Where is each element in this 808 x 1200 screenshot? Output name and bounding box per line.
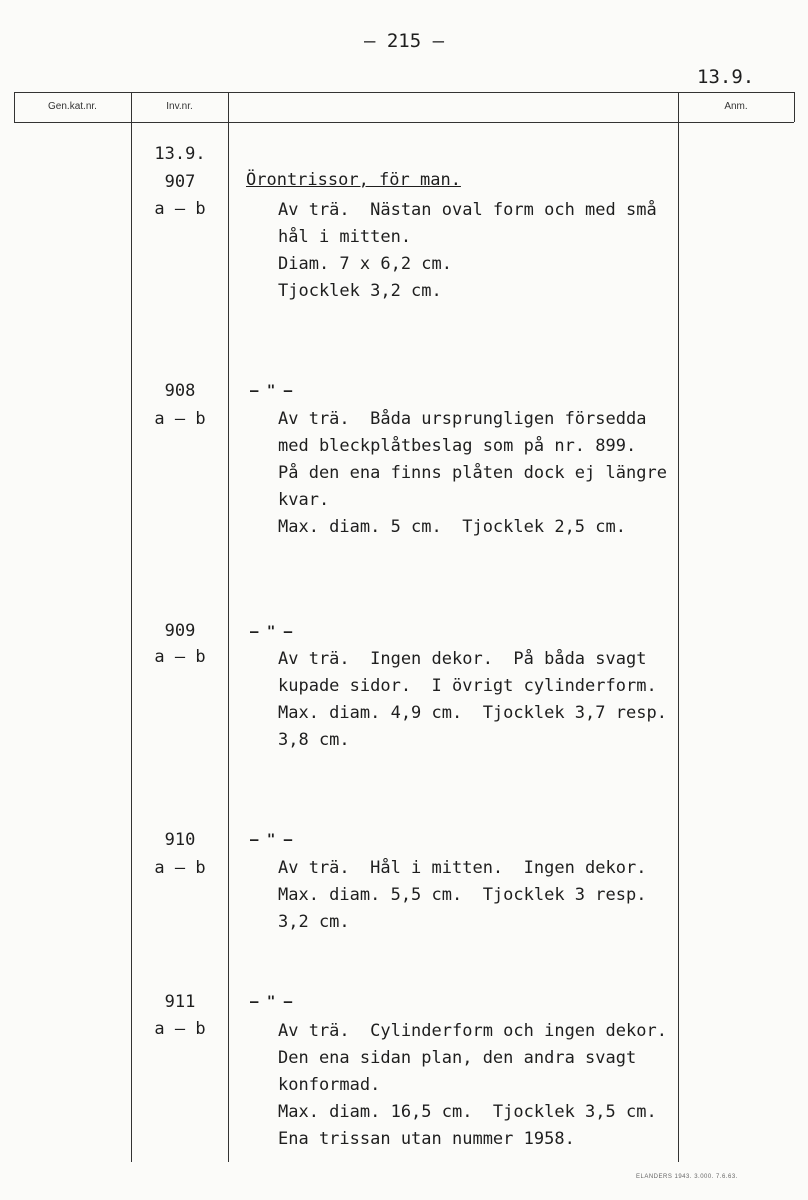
column-header-genkat: Gen.kat.nr.	[48, 101, 97, 112]
ditto-mark: – " –	[250, 832, 293, 848]
description-line: Av trä. Båda ursprungligen försedda	[278, 409, 647, 429]
description-line: Av trä. Nästan oval form och med små	[278, 200, 657, 220]
description-line: kvar.	[278, 490, 330, 510]
inv-number-910: 910	[164, 830, 196, 850]
description-line: Av trä. Hål i mitten. Ingen dekor.	[278, 858, 647, 878]
page-number: — 215 —	[363, 30, 445, 52]
description-line: 3,2 cm.	[278, 912, 350, 932]
column-header-anm: Anm.	[724, 101, 748, 112]
description-line: Av trä. Cylinderform och ingen dekor.	[278, 1021, 667, 1041]
description-line: Av trä. Ingen dekor. På båda svagt	[278, 649, 647, 669]
description-line: med bleckplåtbeslag som på nr. 899.	[278, 436, 637, 456]
inv-part-907: a – b	[154, 199, 206, 219]
inv-section-label: 13.9.	[154, 144, 206, 164]
section-number: 13.9.	[697, 66, 755, 88]
description-line: konformad.	[278, 1075, 381, 1095]
inv-part-911: a – b	[154, 1019, 206, 1039]
description-line: Max. diam. 5,5 cm. Tjocklek 3 resp.	[278, 885, 647, 905]
description-line: Den ena sidan plan, den andra svagt	[278, 1048, 637, 1068]
description-line: Max. diam. 4,9 cm. Tjocklek 3,7 resp.	[278, 703, 667, 723]
description-line: Ena trissan utan nummer 1958.	[278, 1129, 575, 1149]
ditto-mark: – " –	[250, 383, 293, 399]
inv-part-908: a – b	[154, 409, 206, 429]
document-title: Örontrissor, för man.	[246, 170, 461, 190]
table-right-rule	[794, 92, 795, 122]
column-header-invnr: Inv.nr.	[166, 101, 193, 112]
column-divider-3	[678, 92, 679, 1162]
description-line: Max. diam. 5 cm. Tjocklek 2,5 cm.	[278, 517, 626, 537]
description-line: På den ena finns plåten dock ej längre	[278, 463, 667, 483]
description-line: Diam. 7 x 6,2 cm.	[278, 254, 452, 274]
inv-number-911: 911	[164, 992, 196, 1012]
inv-part-909: a – b	[154, 647, 206, 667]
ditto-mark: – " –	[250, 994, 293, 1010]
description-line: Max. diam. 16,5 cm. Tjocklek 3,5 cm.	[278, 1102, 657, 1122]
inv-part-910: a – b	[154, 858, 206, 878]
ditto-mark: – " –	[250, 624, 293, 640]
printer-mark: ELANDERS 1943. 3.000. 7.6.63.	[636, 1174, 738, 1180]
inv-number-908: 908	[164, 381, 196, 401]
description-line: 3,8 cm.	[278, 730, 350, 750]
description-line: hål i mitten.	[278, 227, 412, 247]
description-line: Tjocklek 3,2 cm.	[278, 281, 442, 301]
description-line: kupade sidor. I övrigt cylinderform.	[278, 676, 657, 696]
inv-number-909: 909	[164, 621, 196, 641]
inv-number-907: 907	[164, 172, 196, 192]
